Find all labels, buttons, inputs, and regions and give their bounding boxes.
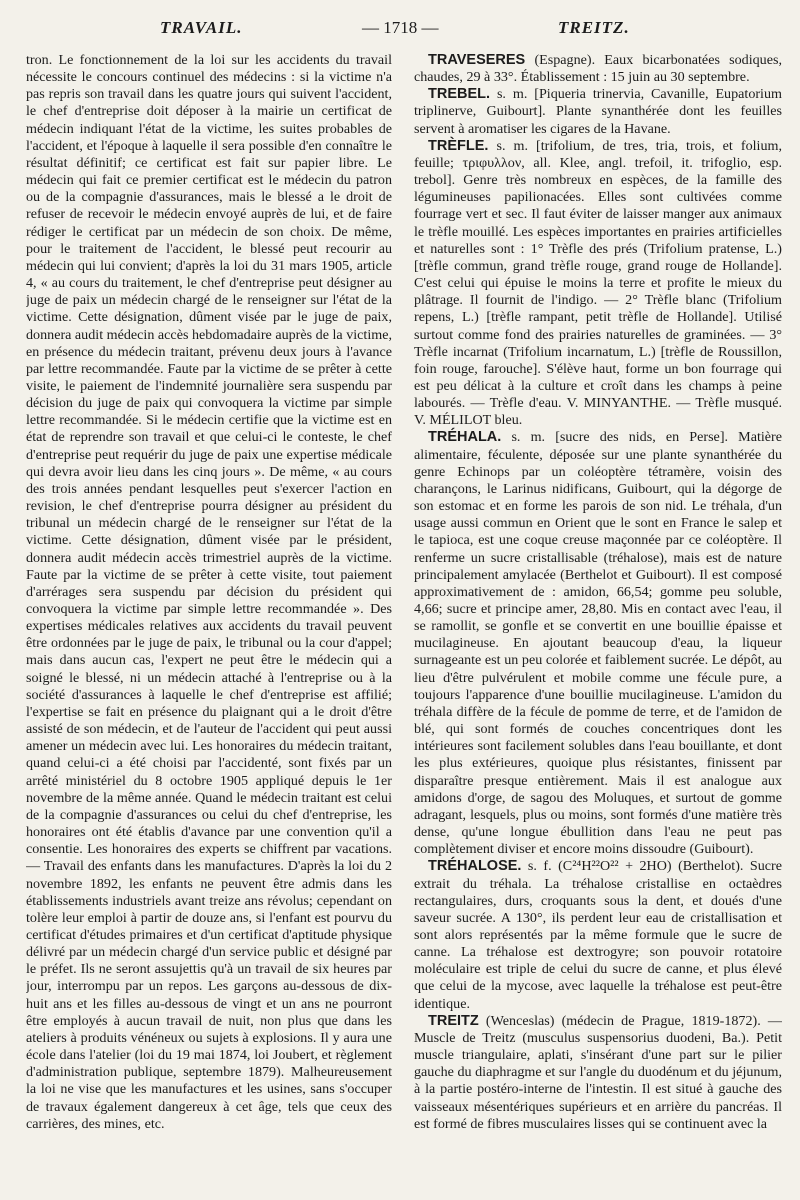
- headword: TRÈFLE.: [428, 137, 489, 154]
- entry-text: s. f. (C²⁴H²²O²² + 2HO) (Berthelot). Sucre extrait du tréhala. La tréhalose cristallise en octaèdres rectangulaires, durs, croquants sous la dent, et doués d'une saveur sucrée. A 130°, ils perdent leur eau de cristallisation et sont alors représentés par la même formule que le sucre de canne. La tréhalose est dextrogyre; son pouvoir rotatoire moléculaire est triple de celui du sucre de canne, et plus élevé que celui de la mycose, avec laquelle la tréhalose est peut-être identique.: [414, 858, 782, 1012]
- entry-trehalose: [414, 858, 782, 1012]
- entry-text: s. m. [Piqueria trinervia, Cavanille, Eupatorium triplinerve, Guibourt]. Plante synanthérée dont les feuilles servent à aromatiser les cigares de la Havane.: [414, 86, 782, 137]
- entry-treitz: [414, 1013, 782, 1133]
- entry-trefle: [414, 138, 782, 430]
- entry-text: s. m. [sucre des nids, en Perse]. Matière alimentaire, féculente, déposée sur une plante synanthérée du genre Echinops par un coléoptère tétramère, voisin des charançons, le Larinus nidificans, Guibourt, qui la dégorge de son estomac et en forme les parois de son nid. Le tréhala, d'un usage aussi commun en Orient que le sont en France le salep et le tapioca, est une coque creuse maçonnée par ce coléoptère. Il renferme un sucre cristallisable (tréhalose), mais est de nature principalement amylacée (Berthelot et Guibourt). Il est composé approximativement de : amidon, 66,54; gomme peu soluble, 4,66; sucre et principe amer, 28,80. Mis en contact avec l'eau, il se ramollit, se gonfle et se convertit en une bouillie épaisse et mucilagineuse. En ajoutant beaucoup d'eau, la liqueur surnageante est un peu colorée et faiblement sucrée. Le dépôt, au lieu d'être pulvérulent et mobile comme une fécule pure, a toujours l'apparence d'une bouillie mucilagineuse. L'amidon du tréhala diffère de la fécule de pomme de terre, et de l'amidon de blé, qui sont formés de couches concentriques dont les intérieures sont facilement solubles dans l'eau bouillante, et dont les plus extérieures, quoique plus résistantes, finissent par disparaître presque entièrement. Mais il est analogue aux amidons d'orge, de sagou des Moluques, et surtout de gomme adragant, lesquels, plus ou moins, sont formés d'une matière très dense, qu'une longue ébullition dans l'eau ne peut pas complètement diviser et encore moins dissoudre (Guibourt).: [414, 429, 782, 858]
- headword: TREITZ: [428, 1012, 479, 1029]
- travail-continuation: tron. Le fonctionnement de la loi sur les accidents du travail nécessite le concours continuel des médecins : si la victime n'a pas repris son travail dans les quatre jours qui suivent l'accident, le chef d'entreprise doit déposer à la mairie un certificat de médecin indiquant l'état de la victime, les suites probables de l'accident, et l'époque à laquelle il sera possible d'en connaître le résultat définitif; ce certificat est fait sur papier libre. Le médecin qui fait ce premier certificat est le médecin du patron ou de la compagnie d'assurances, mais le blessé a le droit de refuser de recevoir le médecin envoyé auprès de lui, et de faire rédiger le certificat par un médecin de son choix. De même, pour le traitement de l'accident, le blessé peut recourir au médecin qui lui convient; d'après la loi du 31 mars 1905, article 4, « au cours du traitement, le chef d'entreprise peut désigner au juge de paix un médecin chargé de le renseigner sur l'état de la victime. Cette désignation, dûment visée par le juge de paix, donnera audit médecin accès hebdomadaire auprès de la victime, en présence du médecin traitant, prévenu deux jours à l'avance par lettre recommandée. Faute par la victime de se prêter à cette visite, le paiement de l'indemnité journalière sera suspendu par décision du juge de paix qui convoquera la victime par simple lettre recommandée. Si le médecin certifie que la victime est en état de reprendre son travail et que celui-ci le conteste, le chef d'entreprise peut requérir du juge de paix une expertise médicale qui devra avoir lieu dans les cinq jours ». De même, « au cours des trois années pendant lesquelles peut s'exercer l'action en revision, le chef d'entreprise pourra désigner au président du tribunal un médecin chargé de le renseigner sur l'état de la victime. Cette désignation, dûment visée par le président, donnera audit médecin accès trimestriel auprès de la victime. Faute par la victime de se prêter à cette visite, tout paiement d'arrérages sera suspendu par décision du président qui convoquera la victime par simple lettre recommandée ». Des expertises médicales relatives aux accidents du travail peuvent être ordonnées par le juge de paix, le tribunal ou la cour d'appel; mais dans aucun cas, l'expert ne peut être le médecin qui a soigné le blessé, ni un médecin attaché à l'entreprise ou à la société d'assurances à laquelle le chef d'entreprise est affilié; l'expertise se fait en présence du plaignant qui a le droit d'être assisté de son médecin, et de l'auteur de l'accident qui peut aussi amener un médecin avec lui. Les honoraires du médecin traitant, quand celui-ci a été choisi par l'accidenté, sont fixés par un arrêté ministériel du 8 octobre 1905 appliqué depuis le 1er novembre de la même année. Quand le médecin traitant est celui de la compagnie d'assurances ou celui du chef d'entreprise, les honoraires ont été établis d'avance par une convention qu'il a consentie. Les honoraires des experts se chiffrent par vacations. — Travail des enfants dans les manufactures. D'après la loi du 2 novembre 1892, les enfants ne peuvent être admis dans les établissements industriels avant treize ans révolus; cependant on tolère leur emploi à partir de douze ans, si l'enfant est pourvu du certificat d'études primaires et d'un certificat d'aptitude physique délivré par un médecin chargé d'un service public et désigné par le préfet. Ils ne seront assujettis qu'à un travail de six heures par jour, interrompu par un repos. Les garçons au-dessous de dix-huit ans et les filles au-dessous de vingt et un ans ne pourront être employés à aucun travail de nuit, non plus que dans les ateliers à produits vénéneux ou sujets à explosions. Il y aura une école dans l'atelier (loi du 19 mai 1874, loi Joubert, et règlement d'administration publique, septembre 1879). Malheureusement la loi ne vise que les manufactures et les usines, sans s'occuper de travaux également dangereux à cet âge, tels que ceux des carrières, des mines, etc.: [26, 52, 392, 1132]
- entry-text: (Wenceslas) (médecin de Prague, 1819-1872). — Muscle de Treitz (musculus suspensorius duodeni, Ba.). Petit muscle triangulaire, aplati, s'insérant d'une part sur le pilier gauche du diaphragme et sur l'angle du duodénum et du jéjunum, à la partie postéro-interne de l'intestin. Il est situé à gauche des vaisseaux mésentériques supérieurs et en arrière du pancréas. Il est formé de fibres musculaires lisses qui se continuent avec la: [414, 1012, 782, 1132]
- header-left-word: TRAVAIL.: [160, 18, 243, 37]
- entry-text: s. m. [trifolium, de tres, tria, trois, et folium, feuille; τριφυλλον, all. Klee, angl. trefoil, it. trifoglio, esp. trebol]. Genre très nombreux en espèces, de la famille des légumineuses papilionacées. Elles sont cultivées comme fourrage vert et sec. Il faut éviter de laisser manger aux animaux le trèfle mouillé. Les espèces importantes en prairies artificielles et naturelles sont : 1° Trèfle des prés (Trifolium pratense, L.) [trèfle commun, grand trèfle rouge, grand rouge de Hollande]. C'est celui qui épuise le moins la terre et profite le mieux du plâtrage. Il fournit de l'indigo. — 2° Trèfle blanc (Trifolium repens, L.) [trèfle rampant, petit trèfle de Hollande]. Utilisé surtout comme fond des prairies naturelles de graminées. — 3° Trèfle incarnat (Trifolium incarnatum, L.) [trèfle de Roussillon, foin rouge, farouche]. S'élève haut, forme un bon fourrage qui est peu délicat à la culture et croît dans les champs à peine labourés. — Trèfle d'eau. V. MINYANTHE. — Trèfle musqué. V. MÉLILOT bleu.: [414, 137, 782, 429]
- right-column: [414, 52, 782, 1192]
- page-number: — 1718 —: [362, 18, 439, 37]
- headword: TRAVESERES: [428, 52, 526, 68]
- entry-trebel: [414, 86, 782, 137]
- entry-traveseres: [414, 52, 782, 86]
- entry-text: (Espagne). Eaux bicarbonatées sodiques, chaudes, 29 à 33°. Établissement : 15 juin au 30 septembre.: [414, 52, 782, 86]
- left-column: [26, 52, 392, 1192]
- entry-trehala: [414, 429, 782, 858]
- header-right-word: TREITZ.: [558, 18, 630, 37]
- headword: TREBEL.: [428, 86, 491, 103]
- headword: TRÉHALA.: [428, 429, 502, 446]
- headword: TRÉHALOSE.: [428, 858, 522, 875]
- running-header: [0, 18, 800, 44]
